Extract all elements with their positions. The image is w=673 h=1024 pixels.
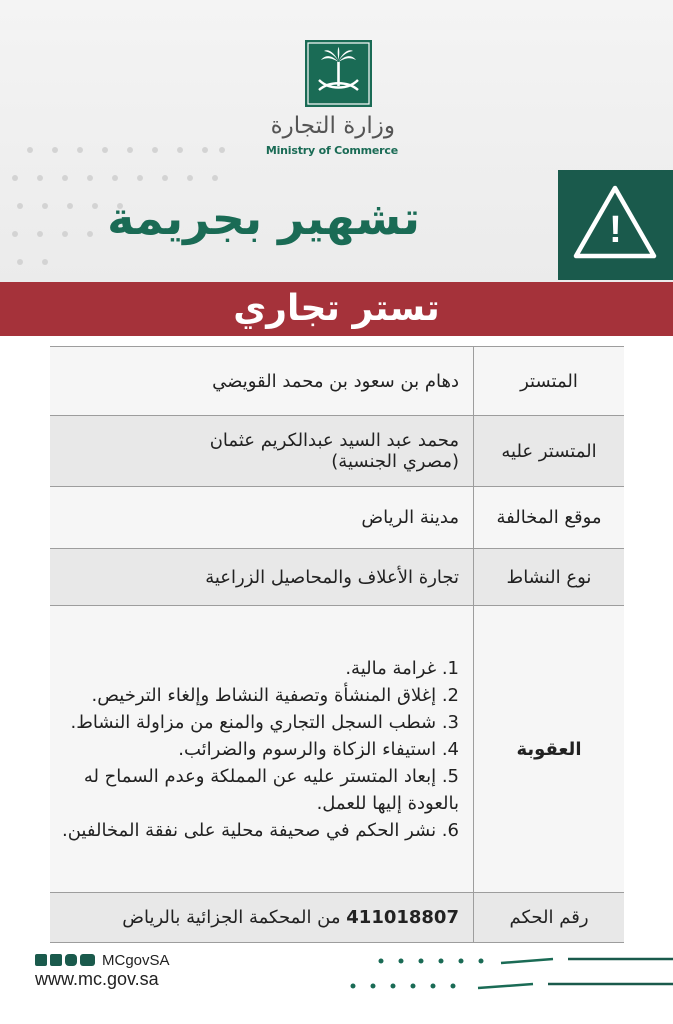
penalty-item: 2. إغلاق المنشأة وتصفية النشاط وإلغاء الترخيص.	[91, 684, 459, 706]
ministry-logo	[305, 40, 372, 107]
value-line: (مصري الجنسية)	[331, 451, 459, 472]
row-value	[50, 416, 474, 487]
judgment-number: 411018807	[346, 907, 459, 928]
social-handle[interactable]: MCgovSA	[102, 951, 170, 969]
header	[0, 0, 673, 282]
footer-decoration	[343, 952, 673, 1002]
row-label: العقوبة	[474, 606, 625, 893]
value-line: محمد عبد السيد عبدالكريم عثمان	[209, 430, 459, 451]
row-value: تجارة الأعلاف والمحاصيل الزراعية	[50, 549, 474, 606]
row-label: المتستر	[474, 347, 625, 416]
facebook-icon[interactable]	[50, 954, 62, 966]
twitter-icon[interactable]	[35, 954, 47, 966]
palm-swords-icon	[305, 40, 372, 107]
table-row	[50, 606, 624, 893]
penalty-item: 3. شطب السجل التجاري والمنع من مزاولة النشاط.	[70, 711, 459, 733]
social-links	[35, 951, 170, 969]
row-label: رقم الحكم	[474, 893, 625, 943]
row-value	[50, 893, 474, 943]
row-value: مدينة الرياض	[50, 487, 474, 549]
row-label: موقع المخالفة	[474, 487, 625, 549]
row-label: المتستر عليه	[474, 416, 625, 487]
penalty-item: 1. غرامة مالية.	[345, 657, 459, 679]
ministry-name-arabic: وزارة التجارة	[270, 113, 395, 139]
penalty-item: 5. إبعاد المتستر عليه عن المملكة وعدم السماح له بالعودة إليها للعمل.	[83, 765, 459, 814]
penalties-list	[50, 606, 474, 893]
page-title: تشهير بجريمة	[107, 191, 420, 245]
court-name: من المحكمة الجزائية بالرياض	[122, 907, 341, 928]
table-row	[50, 893, 624, 943]
warning-panel	[558, 170, 673, 280]
row-label: نوع النشاط	[474, 549, 625, 606]
instagram-icon[interactable]	[65, 954, 77, 966]
table-row	[50, 416, 624, 487]
table-row	[50, 347, 624, 416]
table-row	[50, 487, 624, 549]
website-link[interactable]: www.mc.gov.sa	[35, 969, 159, 989]
ministry-name-english: Ministry of Commerce	[265, 144, 398, 157]
case-details-table	[50, 346, 624, 943]
penalty-item: 6. نشر الحكم في صحيفة محلية على نفقة المخالفين.	[62, 819, 459, 841]
penalty-item: 4. استيفاء الزكاة والرسوم والضرائب.	[178, 738, 459, 760]
row-value: دهام بن سعود بن محمد القويضي	[50, 347, 474, 416]
youtube-icon[interactable]	[80, 954, 95, 966]
table-row	[50, 549, 624, 606]
category-title: تستر تجاري	[233, 288, 440, 329]
warning-mark: !	[609, 209, 622, 251]
